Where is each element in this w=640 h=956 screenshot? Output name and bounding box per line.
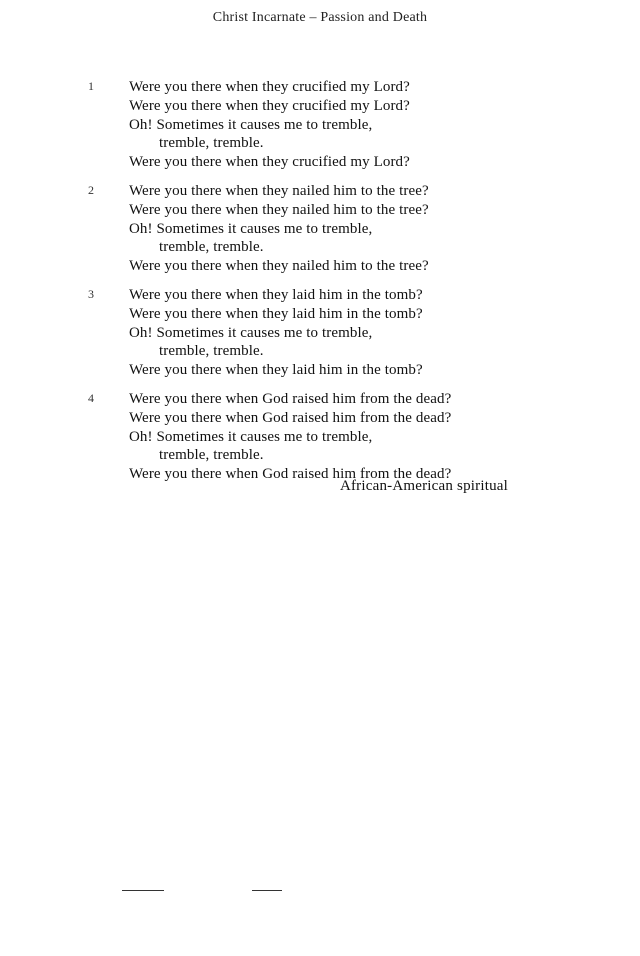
verse-line: Oh! Sometimes it causes me to tremble, (129, 116, 373, 133)
stanza-number: 2 (88, 182, 94, 197)
verse-line: Were you there when they crucified my Lord? (129, 154, 410, 171)
verse-line: Were you there when they laid him in the tomb? (129, 362, 423, 379)
stanza-2 (0, 182, 640, 276)
verse-line: Oh! Sometimes it causes me to tremble, (129, 220, 373, 237)
stanza-number: 3 (88, 286, 94, 301)
verse-line: Were you there when they laid him in the tomb? (129, 305, 423, 322)
verse-line: Were you there when God raised him from the dead? (129, 466, 452, 483)
verse-line: Were you there when they laid him in the tomb? (129, 286, 423, 303)
verse-line-indented: tremble, tremble. (159, 447, 264, 464)
verse-line: Oh! Sometimes it causes me to tremble, (129, 324, 373, 341)
footer-rule-left (122, 890, 164, 891)
verse-line: Were you there when they nailed him to the tree? (129, 182, 429, 199)
hymn-text (0, 78, 640, 494)
verse-line: Were you there when God raised him from the dead? (129, 409, 452, 426)
verse-line: Were you there when they crucified my Lord? (129, 97, 410, 114)
stanza-number: 4 (88, 390, 94, 405)
page-header: Christ Incarnate – Passion and Death (212, 10, 428, 25)
attribution: African-American spiritual (339, 478, 508, 494)
verse-line-indented: tremble, tremble. (159, 239, 264, 256)
verse-line: Were you there when they nailed him to the tree? (129, 258, 429, 275)
verse-line: Were you there when they nailed him to the tree? (129, 201, 429, 218)
verse-line-indented: tremble, tremble. (159, 343, 264, 360)
stanza-4 (0, 390, 640, 484)
verse-line: Were you there when God raised him from the dead? (129, 390, 452, 407)
verse-line: Were you there when they crucified my Lord? (129, 79, 410, 95)
stanza-3 (0, 286, 640, 380)
verse-line-indented: tremble, tremble. (159, 135, 264, 152)
footer-rule-right (252, 890, 282, 891)
stanza-1 (0, 78, 640, 172)
verse-line: Oh! Sometimes it causes me to tremble, (129, 428, 373, 445)
stanza-number: 1 (88, 79, 94, 93)
